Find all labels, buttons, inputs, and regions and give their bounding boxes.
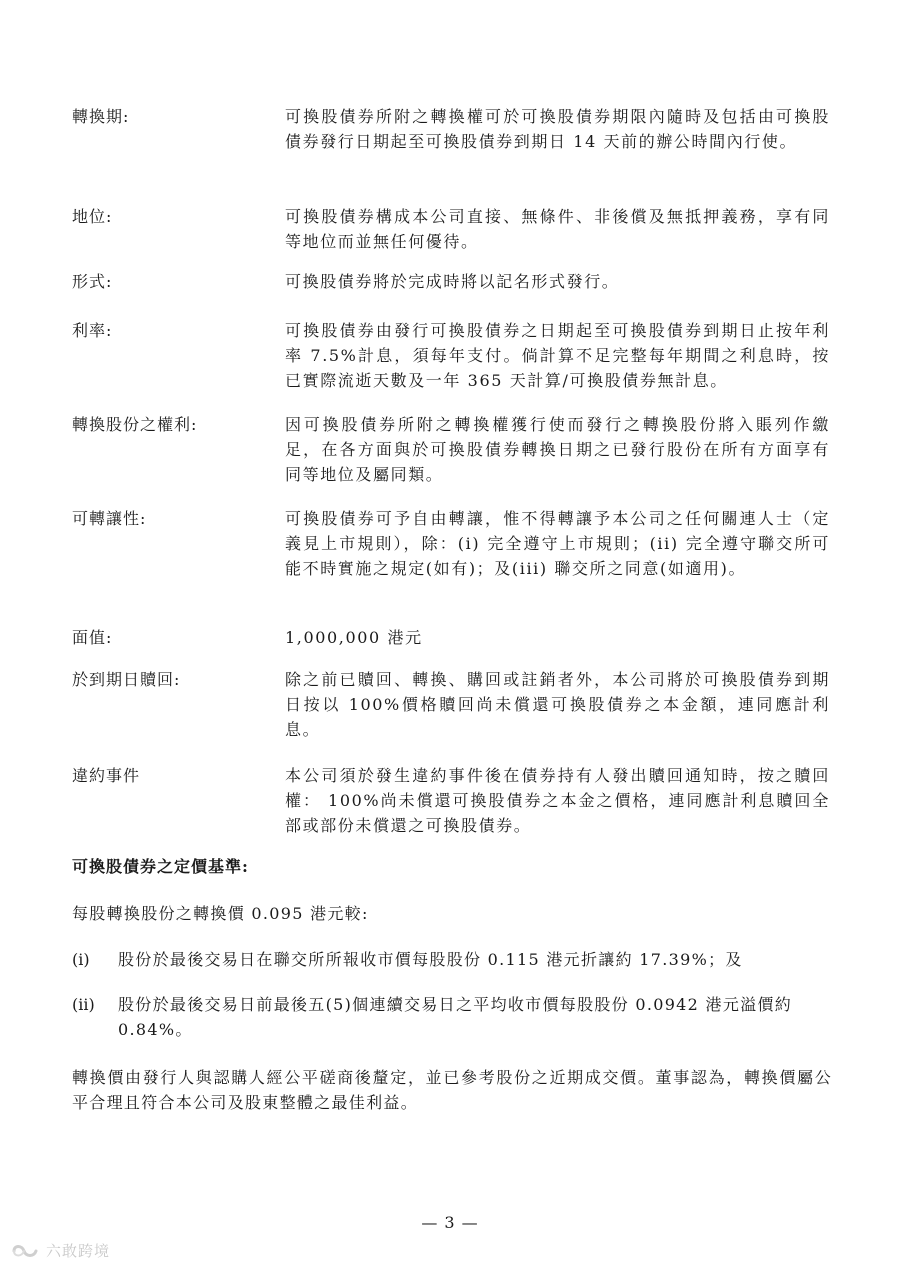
term-label: 可轉讓性: [72,509,147,528]
term-value: 除之前已贖回、轉換、購回或註銷者外，本公司將於可換股債券到期日按以 100%價格贖回尚未償還可換股債券之本金額，連同應計利息。 [285,670,830,739]
term-label: 違約事件 [72,766,141,785]
term-label: 於到期日贖回: [72,670,181,689]
pricing-heading: 可換股債券之定價基準: [72,857,249,876]
term-value: 可換股債券可予自由轉讓，惟不得轉讓予本公司之任何關連人士（定義見上市規則），除：(i) 完全遵守上市規則；(ii) 完全遵守聯交所可能不時實施之規定(如有)；及(iii) 聯交所之同意(如適用)。 [285,509,830,578]
term-value: 因可換股債券所附之轉換權獲行使而發行之轉換股份將入賬列作繳足，在各方面與於可換股債券轉換日期之已發行股份在所有方面享有同等地位及屬同類。 [285,415,830,484]
pricing-conclusion: 轉換價由發行人與認購人經公平磋商後釐定，並已參考股份之近期成交價。董事認為，轉換價屬公平合理且符合本公司及股東整體之最佳利益。 [72,1068,832,1112]
term-value: 1,000,000 港元 [285,628,423,647]
pricing-item-text: 股份於最後交易日在聯交所所報收市價每股股份 0.115 港元折讓約 17.39%；及 [118,950,743,969]
term-value: 可換股債券所附之轉換權可於可換股債券期限內隨時及包括由可換股債券發行日期起至可換股債券到期日 14 天前的辦公時間內行使。 [285,107,830,151]
term-value: 可換股債券將於完成時將以記名形式發行。 [285,272,620,291]
term-label: 地位: [72,207,113,226]
term-value: 可換股債券構成本公司直接、無條件、非後償及無抵押義務，享有同等地位而並無任何優待。 [285,207,830,251]
term-label: 利率: [72,321,113,340]
pricing-intro: 每股轉換股份之轉換價 0.095 港元較: [72,904,369,923]
pricing-item-number: (i) [72,950,90,969]
pricing-item-number: (ii) [72,995,95,1014]
term-label: 轉換股份之權利: [72,415,198,434]
watermark-text: 六敢跨境 [46,1242,111,1260]
pricing-item-text: 股份於最後交易日前最後五(5)個連續交易日之平均收市價每股股份 0.0942 港元溢價約 0.84%。 [118,995,793,1039]
watermark-logo-icon [10,1241,40,1261]
term-value: 可換股債券由發行可換股債券之日期起至可換股債券到期日止按年利率 7.5%計息，須每年支付。倘計算不足完整每年期間之利息時，按已實際流逝天數及一年 365 天計算/可換股債券無計息。 [285,321,830,390]
term-value: 本公司須於發生違約事件後在債券持有人發出贖回通知時，按之贖回權： 100%尚未償還可換股債券之本金之價格，連同應計利息贖回全部或部份未償還之可換股債券。 [285,766,830,835]
term-label: 面值: [72,628,113,647]
watermark [10,1240,110,1261]
term-label: 形式: [72,272,113,291]
term-label: 轉換期: [72,107,130,126]
page-number: — 3 — [421,1213,479,1232]
